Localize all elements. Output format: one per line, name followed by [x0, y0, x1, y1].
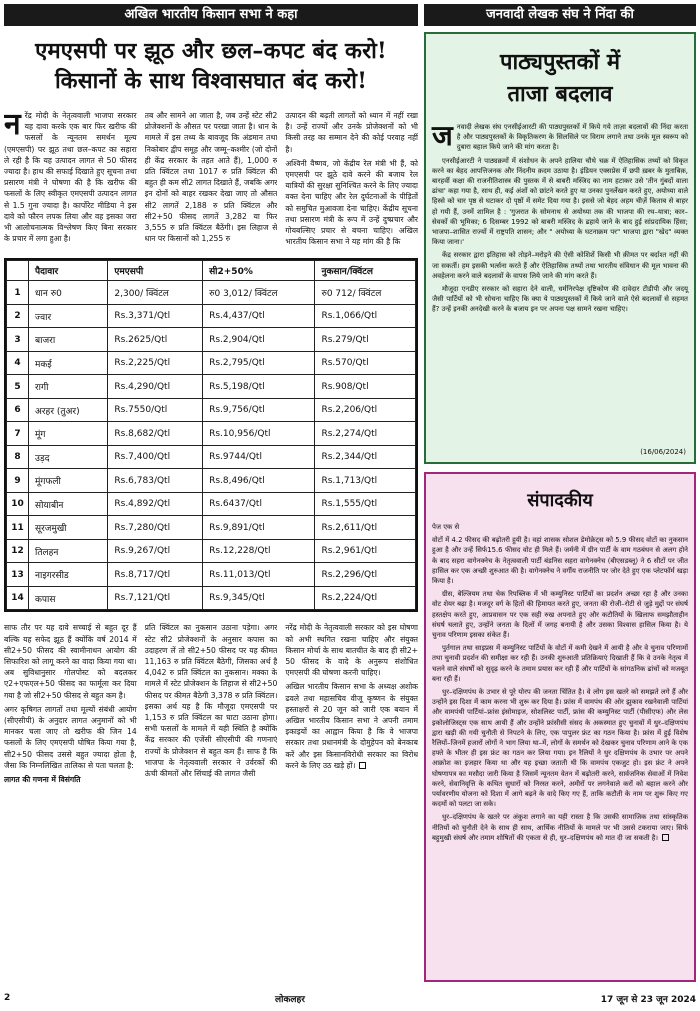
table-cell: 2,300/ क्विंटल: [108, 281, 203, 305]
table-cell: Rs.12,228/Qtl: [203, 539, 315, 563]
table-cell: Rs.8,682/Qtl: [108, 422, 203, 446]
table-row: [7, 328, 416, 352]
bottom-col-1: [4, 622, 137, 788]
table-cell: Rs.2,206/Qtl: [315, 398, 416, 422]
editorial-body: [432, 522, 688, 843]
article-bottom-columns: [4, 622, 418, 788]
table-row: [7, 469, 416, 493]
article-col-3-para-2: अश्विनी वैष्णव, जो केंद्रीय रेल मंत्री भी हैं, को एमएसपी पर झूठे दावे करने की बजाय रेल यात्रियों की सुरक्षा सुनिश्चित करने के लिए ज्यादा वक्त देना चाहिए और रेल दुर्घटनाओं के पीड़ितों को समुचित मुआवजा देना चाहिए। केंद्रीय सूचना तथा प्रसारण मंत्री के रूप में उन्हें दुष्प्रचार और गोयबल्सिए प्रचार से बचना चाहिए। अखिल भारतीय किसान सभा ने यह मांग की है कि: [285, 158, 419, 247]
table-cell: मकई: [29, 351, 108, 375]
table-cell: Rs.2,344/Qtl: [315, 445, 416, 469]
page-number: 2: [4, 993, 11, 1003]
table-cell: रागी: [29, 375, 108, 399]
table-cell: Rs.2,225/Qtl: [108, 351, 203, 375]
table-cell: Rs.2,611/Qtl: [315, 516, 416, 540]
article-col-1: [4, 110, 137, 250]
textbook-para-1: [432, 119, 688, 153]
textbook-article-box: [424, 32, 696, 464]
table-cell: Rs.570/Qtl: [315, 351, 416, 375]
msp-table: [6, 260, 416, 610]
article-col-3: [285, 110, 418, 250]
table-cell: Rs.4,290/Qtl: [108, 375, 203, 399]
issue-date: 17 जून से 23 जून 2024: [600, 994, 696, 1005]
textbook-date: (16/06/2024): [640, 448, 686, 456]
textbook-title-line-1: पाठ्यपुस्तकों में: [499, 49, 621, 75]
table-cell: Rs.11,013/Qtl: [203, 563, 315, 587]
table-cell: अरहर (तुअर): [29, 398, 108, 422]
headline-line-1: एमएसपी पर झूठ और छल–कपट बंद करो!: [35, 38, 387, 64]
editorial-para-1: वोटों में 4.2 फीसद की बढ़ोतरी हुयी है। वहां शासक सोशल डेमोक्रेट्स को 5.9 फीसद वोटों का नुकसान हुआ है और उन्हें सिर्फ15.6 फीसद वोट ही मिले हैं। जर्मनी में ग्रीन पार्टी के वाम गठबंधन से अलग होने के बाद सहरा वागेनक्नेच के नेतृत्ववाली पार्टी बंडनिस सहरा वागेनक्नेच (बीएसडब्लू) ने 6 सीटों पर जीत हासिल कर एक अच्छी शुरुआत की है। वागेनक्नेच ने वर्गीय राजनीति पर जोर देते हुए एक प्लेटफॉर्म खड़ा किया है।: [432, 536, 688, 586]
table-cell: Rs.9744/Qtl: [203, 445, 315, 469]
table-cell: Rs.9,345/Qtl: [203, 586, 315, 610]
bottom-col-1-para-2: अगर कृषिगत लागतों तथा मूल्यों संबंधी आयोग (सीएसीपी) के अनुदार लागत अनुमानों को भी मानकर चला जाए तो खरीफ की जिन 14 फसलों के लिए एमएसपी घोषित किया गया है, सी2+50 फीसद उससे बहुत ज्यादा होता है, जैसा कि निम्नलिखित तालिका से पता चलता है:: [4, 704, 137, 770]
row-number: 3: [7, 328, 29, 352]
bottom-col-3-para-1: नरेंद्र मोदी के नेतृत्ववाली सरकार को इस घोषणा को अभी स्थगित रखना चाहिए और संयुक्त किसान मोर्चा के साथ बातचीत के बाद ही सी2+ 50 फीसद के वादे के अनुरूप संशोधित एमएसपी की घोषणा करनी चाहिए।: [285, 623, 419, 678]
table-cell: Rs.8,496/Qtl: [203, 469, 315, 493]
bottom-col-2: प्रति क्विंटल का नुकसान उठाना पड़ेगा। अगर स्टेट सी2 प्रोजेक्शनों के अनुसार कपास का उदाहरण लें तो सी2+50 फीसद पर यह कीमत 11,163 रु प्रति क्विंटल बैठेगी, जिसका अर्थ है 4,042 रु प्रति क्विंटल का नुकसान। मक्का के मामले में स्टेट प्रोजेक्शन के लिहाज से सी2+50 फीसद पर कीमत बैठेगी 3,378 रु प्रति क्विंटल। इसका अर्थ यह है कि मौजूदा एमएसपी पर 1,153 रु प्रति क्विंटल का घाटा उठाना होगा। सभी फसलों के मामले में यही स्थिति है क्योंकि केंद्र सरकार की एजेंसी सीएसीपी की गणनाएं राज्यों के प्रोजेक्शन से बहुत कम हैं। साफ है कि भाजपा के नेतृत्ववाली सरकार ने उर्वरकों की ऊंची कीमतों और सिंचाई की लागत जैसी: [144, 623, 278, 779]
bottom-col-3-para-2: [285, 681, 418, 771]
left-banner: अखिल भारतीय किसान सभा ने कहा: [4, 4, 418, 26]
table-cell: Rs.9,267/Qtl: [108, 539, 203, 563]
table-cell: Rs.2625/Qtl: [108, 328, 203, 352]
table-cell: Rs.2,961/Qtl: [315, 539, 416, 563]
bottom-col-1-para-1: साफ तौर पर यह दावे सच्चाई से बहुत दूर हैं बल्कि यह सफेद झूठ हैं क्योंकि वर्ष 2014 में सी2+50 फीसद की स्वामीनाथन आयोग की सिफारिश को लागू करने का वादा किया गया था। अब सुविधानुसार गोलपोस्ट को बदलकर ए2+एफएल+50 फीसद का फार्मूला कर दिया गया है जो सी2+50 फीसद से बहुत कम है।: [4, 623, 137, 700]
article-col-3-para-1: उत्पादन की बढ़ती लागतों को ध्यान में नहीं रखा है। उन्हें राज्यों और उनके प्रोजेक्शनों को भी किसी तरह का सम्मान देने की कोई परवाह नहीं है।: [285, 111, 419, 154]
row-number: 5: [7, 375, 29, 399]
table-cell: Rs.7550/Qtl: [108, 398, 203, 422]
row-number: 1: [7, 281, 29, 305]
table-cell: Rs.2,795/Qtl: [203, 351, 315, 375]
row-number: 8: [7, 445, 29, 469]
table-cell: Rs.5,198/Qtl: [203, 375, 315, 399]
table-cell: कपास: [29, 586, 108, 610]
table-cell: Rs.1,555/Qtl: [315, 492, 416, 516]
textbook-para-3: केंद्र सरकार द्वारा इतिहास को तोड़ने–मरोड़ने की ऐसी कोशिशें किसी भी क़ीमत पर बर्दाश्त नहीं की जा सकतीं। हम इसकी भर्त्सना करते हैं और ऐतिहासिक तथ्यों तथा भारतीय संविधान की मूल भावना की अवहेलना करने वाले बदलावों के वापस लिये जाने की मांग करते हैं।: [432, 251, 688, 280]
table-row: [7, 422, 416, 446]
headline: [4, 36, 418, 96]
row-number: 13: [7, 563, 29, 587]
editorial-title: संपादकीय: [527, 490, 593, 511]
table-cell: तिलहन: [29, 539, 108, 563]
table-cell: Rs.9,756/Qtl: [203, 398, 315, 422]
table-row: [7, 445, 416, 469]
table-cell: सोयाबीन: [29, 492, 108, 516]
row-number: 9: [7, 469, 29, 493]
table-cell: Rs.279/Qtl: [315, 328, 416, 352]
table-cell: Rs.7,280/Qtl: [108, 516, 203, 540]
table-body: [7, 281, 416, 610]
editorial-para-4: धुर–दक्षिणपंथ के उभार से पूरे योरप की जनता चिंतित है। वे लोग इस खतरे को समझते लगे हैं और उन्होंने इस दिशा में काम करना भी शुरू कर दिया है। फ्रांस में वामपंथ की ओर झुकाव रखनेवाली पार्टियां और वामपंथी पार्टियां–फ्रांस इंसोमाइज, सोशलिस्ट पार्टी, फ्रांस की कम्युनिस्ट पार्टी (पीसीएफ) और लेस इकोलोजिस्ट्स एक साथ आयी हैं और उन्होंने फ्रांसीसी संसद के अकस्मात हुए चुनावों में धुर–दक्षिणपंथ द्वारा खड़ी की गयी चुनौती से निपटने के लिए, एक पापुलर फ्रंट का गठन किया है। फ्रांस में हुई विशेष रैलियों–जिनमें हजारों लोगों ने भाग लिया था–में, लोगों के समर्थन को देखकर चुनाव परिणाम आने के एक हफ्ते के भीतर ही इस फ्रंट का गठन कर लिया गया। इन रैलियों ने धुर दक्षिणपंथ के उभार पर अपने आक्रोश का इजहार किया था और यह इच्छा जताती थी कि वामपंथ एकजुट हो। इस फ्रंट ने अपने घोषणापत्र का मसौदा जारी किया है जिसमें न्यूनतम वेतन में बढ़ोतरी करने, सार्वजनिक सेवाओं में निवेश करने, सेवानिवृत्ति के कथित सुधारों को निरस्त करने, अमीरों पर लगनेवाले करों को बहाल करने और पर्यावरणीय योजना को दिशा में आगे बढ़ने के वादे किए गए हैं, ताकि कटौती के नाम पर शुरू किए गए कदमों को पलटा जा सके।: [432, 688, 688, 809]
table-cell: Rs.4,437/Qtl: [203, 304, 315, 328]
right-column: [424, 4, 696, 984]
table-row: [7, 492, 416, 516]
table-row: [7, 351, 416, 375]
table-cell: Rs.9,891/Qtl: [203, 516, 315, 540]
article-col-2: तब और सामने आ जाता है, जब उन्हें स्टेट सी2 प्रोजेक्शनों के औसत पर परखा जाता है। धान के मामले में इस तथ्य के बावजूद कि अंडमान तथा निकोबार द्वीप समूह और जम्मू–कश्मीर (जो दोनों ही केंद्र सरकार के तहत आते हैं), 1,000 रु प्रति क्विंटल तथा 1017 रु प्रति क्विंटल की बहुत ही कम सी2 लागत दिखाते हैं, जबकि अगर इन दोनों को बाहर रखकर देखा जाए तो औसत सी2 लागतें 2,188 रु प्रति क्विंटल और सी2+50 फीसद लागतें 3,282 या फिर 3,555 रु प्रति क्विंटल बैठेंगी। इस लिहाज से धान पर किसानों को 1,255 रु: [144, 111, 278, 244]
editorial-para-5: [432, 812, 688, 843]
editorial-box: [424, 472, 696, 982]
page-footer: [4, 988, 696, 1008]
bottom-col-3-para-2-text: अखिल भारतीय किसान सभा के अध्यक्ष अशोक ढवले तथा महासचिव वीजू कृष्णन के संयुक्त हस्ताक्षरों से 20 जून को जारी एक बयान में अखिल भारतीय किसान सभा ने अपनी तमाम इकाइयों का आह्वान किया है कि वे भाजपा सरकार तथा प्रधानमंत्री के दोमुहेपन को बेनकाब करें और इस किसानविरोधी सरकार का विरोध करने के लिए उठ खड़े हों।: [285, 682, 419, 770]
row-number: 6: [7, 398, 29, 422]
table-cell: Rs.2,904/Qtl: [203, 328, 315, 352]
bottom-col-3: [285, 622, 418, 788]
textbook-para-4: मौजूदा एनडीए सरकार को सहारा देने वाली, धर्मनिरपेक्ष दृष्टिकोण की दावेदार टीडीपी और जदयू जैसी पार्टियों को भी सोचना चाहिए कि क्या ये पाठ्यपुस्तकों में किये जाने वाले ऐसे बदलावों से सहमत हैं? उन्हें इनकी अनदेखी करने के बजाय इन पर अपना पक्ष सामने रखना चाहिए।: [432, 285, 688, 314]
table-cell: उड़द: [29, 445, 108, 469]
table-row: [7, 398, 416, 422]
table-row: [7, 304, 416, 328]
editorial-para-5-text: धुर–दक्षिणपंथ के खतरे पर अंकुश लगाने का यही रास्ता है कि उसकी सामाजिक तथा सांस्कृतिक नीतियों को चुनौती देने के साथ ही साथ, आर्थिक नीतियों के मामले पर भी उससे टकराया जाए। सिर्फ बहुमुखी संघर्ष और तमाम शोषितों की एकता से ही, धुर–दक्षिणपंथ को मात दी जा सकती है।: [432, 813, 688, 842]
table-cell: Rs.7,121/Qtl: [108, 586, 203, 610]
table-cell: Rs.10,956/Qtl: [203, 422, 315, 446]
table-header-cell: [7, 261, 29, 281]
row-number: 11: [7, 516, 29, 540]
table-row: [7, 281, 416, 305]
table-row: [7, 539, 416, 563]
table-cell: बाजरा: [29, 328, 108, 352]
table-cell: Rs.908/Qtl: [315, 375, 416, 399]
article-col-1-text: रेंद्र मोदी के नेतृत्ववाली भाजपा सरकार यह दावा करके एक बार फिर खरीफ की फसलों के न्यूनतम समर्थन मूल्य (एमएसपी) पर झूठ तथा छल–कपट का सहारा ले रही है कि यह उत्पादन लागत से 50 फीसद ज्यादा है। हाथ की सफाई दिखाते हुए सूचना तथा प्रसारण मंत्री ने घोषणा की है कि खरीफ की फसलों के लिए स्वीकृत एमएसपी उत्पादन लागत से 1.5 गुना ज्यादा है। कार्पोरेट मीडिया ने इस दावे को फौरन लपक लिया और वह इसका जरा भी आलोचनात्मक विश्लेषण किए बिना सरकार के प्रचार में लगा हुआ है।: [4, 111, 137, 244]
row-number: 14: [7, 586, 29, 610]
right-banner: जनवादी लेखक संघ ने निंदा की: [424, 4, 696, 26]
table-cell: Rs.2,274/Qtl: [315, 422, 416, 446]
row-number: 10: [7, 492, 29, 516]
table-header-row: [7, 261, 416, 281]
table-cell: सूरजमुखी: [29, 516, 108, 540]
editorial-para-3: पुर्तगाल तथा साइप्रस में कम्युनिस्ट पार्टियों के वोटों में कमी देखने में आयी है और वे चुनाव परिणामों तथा चुनावी प्रदर्शन की समीक्षा कर रही हैं। उनकी शुरुआती प्रतिक्रियाएं दिखाती हैं कि वे उनके नेतृत्व में चलने वाले संघर्षों को सुदृढ़ करने के तमाम प्रयास कर रही हैं और पार्टियों के सांगठनिक ढांचों को मजबूत बना रही हैं।: [432, 644, 688, 683]
table-cell: ज्वार: [29, 304, 108, 328]
editorial-continued: पेज एक से: [432, 523, 460, 531]
editorial-para-2: ग्रीस, बेल्जियम तथा चेक रिपब्लिक में भी कम्युनिस्ट पार्टियों का प्रदर्शन अच्छा रहा है और उनका वोट शेयर बढ़ा है। मजदूर वर्ग के हितों की हिमायत करते हुए, जनता की रोजी–रोटी से जुड़े मुद्दों पर संघर्ष हस्तक्षेप करते हुए, आप्रवासन पर एक सही रुख अपनाते हुए और कटौतियों के खिलाफ समझौताहीन संघर्ष चलाते हुए, उन्होंने जनता के दिलों में जगह बनायी है और उसका विश्वास हासिल किया है। ये चुनाव परिणाम इसका संकेत हैं।: [432, 590, 688, 640]
textbook-title: [432, 46, 688, 110]
row-number: 7: [7, 422, 29, 446]
table-row: [7, 375, 416, 399]
table-cell: Rs.2,224/Qtl: [315, 586, 416, 610]
table-header-cell: एमएसपी: [108, 261, 203, 281]
headline-line-2: किसानों के साथ विश्वासघात बंद करो!: [54, 68, 368, 94]
table-cell: Rs.6437/Qtl: [203, 492, 315, 516]
publication-name: लोकलहर: [275, 994, 305, 1005]
table-cell: रु0 3,012/ क्विंटल: [203, 281, 315, 305]
table-row: [7, 586, 416, 610]
table-row: [7, 516, 416, 540]
table-cell: Rs.1,713/Qtl: [315, 469, 416, 493]
table-cell: Rs.3,371/Qtl: [108, 304, 203, 328]
row-number: 4: [7, 351, 29, 375]
table-cell: Rs.1,066/Qtl: [315, 304, 416, 328]
table-cell: धान रु0: [29, 281, 108, 305]
table-cell: Rs.2,296/Qtl: [315, 563, 416, 587]
table-cell: मूंग: [29, 422, 108, 446]
textbook-para-2: एनसीईआरटी ने पाठ्यक्रमों में संशोधन के अपने हालिया चौथे चक्र में ऐतिहासिक तथ्यों को विकृत करने का बेहद आपत्तिजनक और निंदनीय क़दम उठाया है। इंडियन एक्सप्रेस में छपी ख़बर के मुताबिक़, बारहवीं कक्षा की राजनीतिशास्त्र की पुस्तक में से बाबरी मस्जिद का नाम हटाकर उसे 'तीन गुंबदों वाला ढांचा' कहा गया है, साथ ही, कई अंशों को छांटने करते हुए या उनका पुनर्लेखन करते हुए, अयोध्या वाले हिस्से को चार पृष्ठ से घटाकर दो पृष्ठों में समेट दिया गया है। इससे जो बेहद अहम चीज़ें किताब से बाहर हो गयी हैं, उनमें शामिल है : 'गुजरात के सोमनाथ से अयोध्या तक की भाजपा की रथ–यात्रा; कार–सेवकों की भूमिका; 6 दिसम्बर 1992 को बाबरी मस्जिद के ढहाये जाने के बाद हुई सांप्रदायिक हिंसा; भाजपा–शासित राज्यों में राष्ट्रपति शासन; और " अयोध्या के घटनाक्रम पर" भाजपा द्वारा "खेद" व्यक्त किया जाना।': [432, 156, 688, 247]
table-cell: Rs.6,783/Qtl: [108, 469, 203, 493]
textbook-body: [432, 119, 688, 315]
editorial-end-mark-icon: [662, 834, 669, 841]
textbook-para-1-text: नवादी लेखक संघ एनसीईआरटी की पाठ्यपुस्तकों में किये गये ताज़ा बदलावों की निंदा करता है और पाठ्यपुस्तकों के विकृतिकरण के सिलसिले पर विराम लगाने तथा उनके मूल स्वरूप को दुबारा बहाल किये जाने की मांग करता है।: [456, 123, 688, 152]
textbook-dropcap: ज: [432, 119, 453, 152]
msp-table-frame: [4, 258, 418, 612]
table-cell: मूंगफली: [29, 469, 108, 493]
end-mark-icon: [359, 762, 366, 769]
table-header-cell: नुकसान/क्विंटल: [315, 261, 416, 281]
table-header-cell: सी2+50%: [203, 261, 315, 281]
table-cell: Rs.8,717/Qtl: [108, 563, 203, 587]
row-number: 12: [7, 539, 29, 563]
table-cell: Rs.7,400/Qtl: [108, 445, 203, 469]
table-cell: Rs.4,892/Qtl: [108, 492, 203, 516]
row-number: 2: [7, 304, 29, 328]
dropcap: न: [4, 110, 21, 142]
table-cell: रु0 712/ क्विंटल: [315, 281, 416, 305]
table-row: [7, 563, 416, 587]
table-cell: नाइगरसीड: [29, 563, 108, 587]
textbook-title-line-2: ताजा बदलाव: [507, 81, 613, 107]
left-article: [4, 4, 418, 984]
table-header-cell: पैदावार: [29, 261, 108, 281]
article-top-columns: [4, 110, 418, 250]
bottom-col-1-subhead: लागत की गणना में विसंगति: [4, 775, 81, 785]
